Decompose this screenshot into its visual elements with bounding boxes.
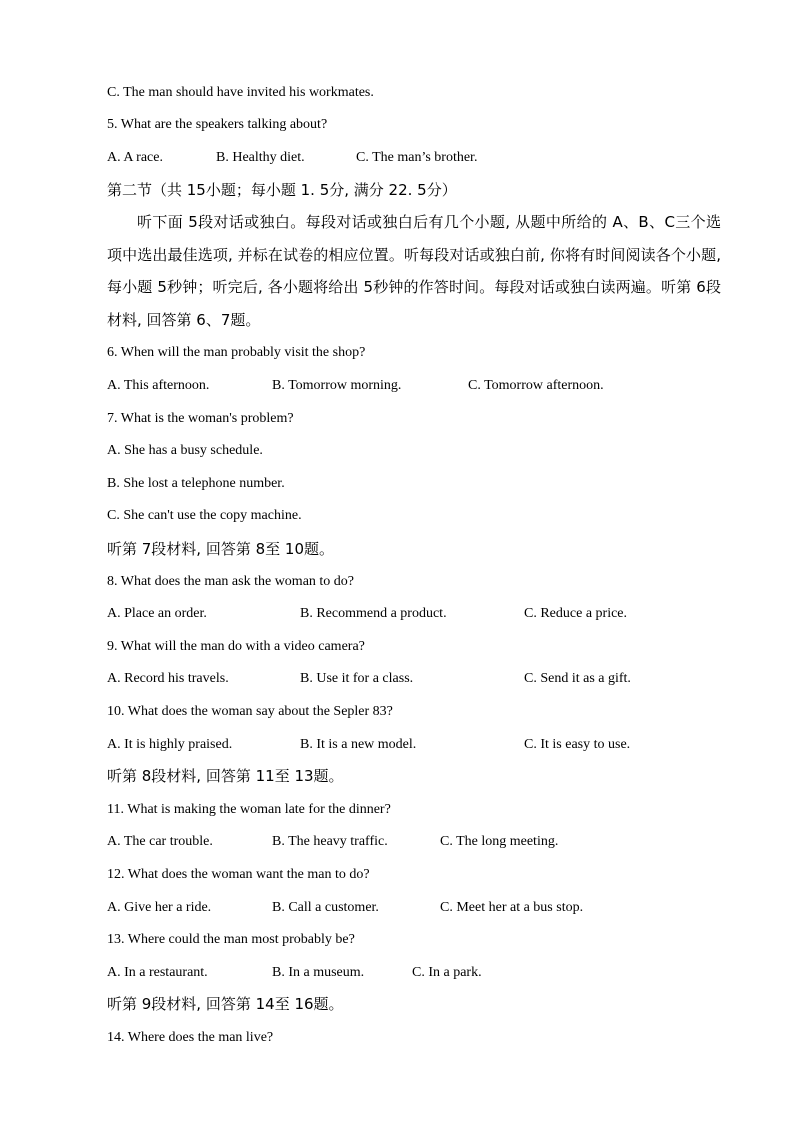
q9-question: 9. What will the man do with a video camera? <box>107 639 365 654</box>
q13-option-a: A. In a restaurant. <box>107 965 208 980</box>
q8-option-a: A. Place an order. <box>107 606 207 621</box>
q13-option-b: B. In a museum. <box>272 965 365 980</box>
q10-question: 10. What does the woman say about the Sepler 83? <box>107 704 393 719</box>
q8-question: 8. What does the man ask the woman to do? <box>107 574 355 589</box>
q10-option-c: C. It is easy to use. <box>524 737 631 752</box>
q9-option-a: A. Record his travels. <box>107 671 229 686</box>
q7-option-b: B. She lost a telephone number. <box>107 476 285 491</box>
q6-option-c: C. Tomorrow afternoon. <box>468 378 604 393</box>
q12-question: 12. What does the woman want the man to do? <box>107 867 370 882</box>
q11-question: 11. What is making the woman late for the dinner? <box>107 802 391 817</box>
q9-option-c: C. Send it as a gift. <box>524 671 631 686</box>
q5-option-a: A. A race. <box>107 150 163 165</box>
q11-option-b: B. The heavy traffic. <box>272 834 388 849</box>
q5-option-c: C. The man’s brother. <box>356 150 478 165</box>
q12-option-b: B. Call a customer. <box>272 900 379 915</box>
q5-option-b: B. Healthy diet. <box>216 150 305 165</box>
q13-question: 13. Where could the man most probably be? <box>107 932 355 947</box>
q6-question: 6. When will the man probably visit the shop? <box>107 345 366 360</box>
q4-option-c: C. The man should have invited his workmates. <box>107 85 374 100</box>
q10-option-a: A. It is highly praised. <box>107 737 233 752</box>
q14-question: 14. Where does the man live? <box>107 1030 274 1045</box>
q7-option-a: A. She has a busy schedule. <box>107 443 263 458</box>
section2-instructions: 听下面 5段对话或独白。每段对话或独白后有几个小题, 从题中所给的 A、B、C三个选项中选出最佳选项, 并标在试卷的相应位置。听每段对话或独白前, 你将有时间阅读各个小题, 每小题 5秒钟；听完后, 各小题将给出 5秒钟的作答时间。每段对话或独白读两遍。听第 6段材料, 回答第 6、7题。 <box>107 213 721 329</box>
q6-option-a: A. This afternoon. <box>107 378 210 393</box>
q8-option-c: C. Reduce a price. <box>524 606 628 621</box>
q8-option-b: B. Recommend a product. <box>300 606 447 621</box>
q12-option-a: A. Give her a ride. <box>107 900 212 915</box>
q10-option-b: B. It is a new model. <box>300 737 417 752</box>
q11-option-c: C. The long meeting. <box>440 834 559 849</box>
q5-question: 5. What are the speakers talking about? <box>107 117 328 132</box>
material-9-heading: 听第 9段材料, 回答第 14至 16题。 <box>107 995 344 1013</box>
q9-option-b: B. Use it for a class. <box>300 671 414 686</box>
material-8-heading: 听第 8段材料, 回答第 11至 13题。 <box>107 767 344 785</box>
q7-question: 7. What is the woman's problem? <box>107 411 294 426</box>
q13-option-c: C. In a park. <box>412 965 482 980</box>
q6-option-b: B. Tomorrow morning. <box>272 378 402 393</box>
material-7-heading: 听第 7段材料, 回答第 8至 10题。 <box>107 540 335 558</box>
q7-option-c: C. She can't use the copy machine. <box>107 508 302 523</box>
q12-option-c: C. Meet her at a bus stop. <box>440 900 584 915</box>
section2-heading: 第二节（共 15小题；每小题 1. 5分, 满分 22. 5分） <box>107 181 457 199</box>
q11-option-a: A. The car trouble. <box>107 834 213 849</box>
